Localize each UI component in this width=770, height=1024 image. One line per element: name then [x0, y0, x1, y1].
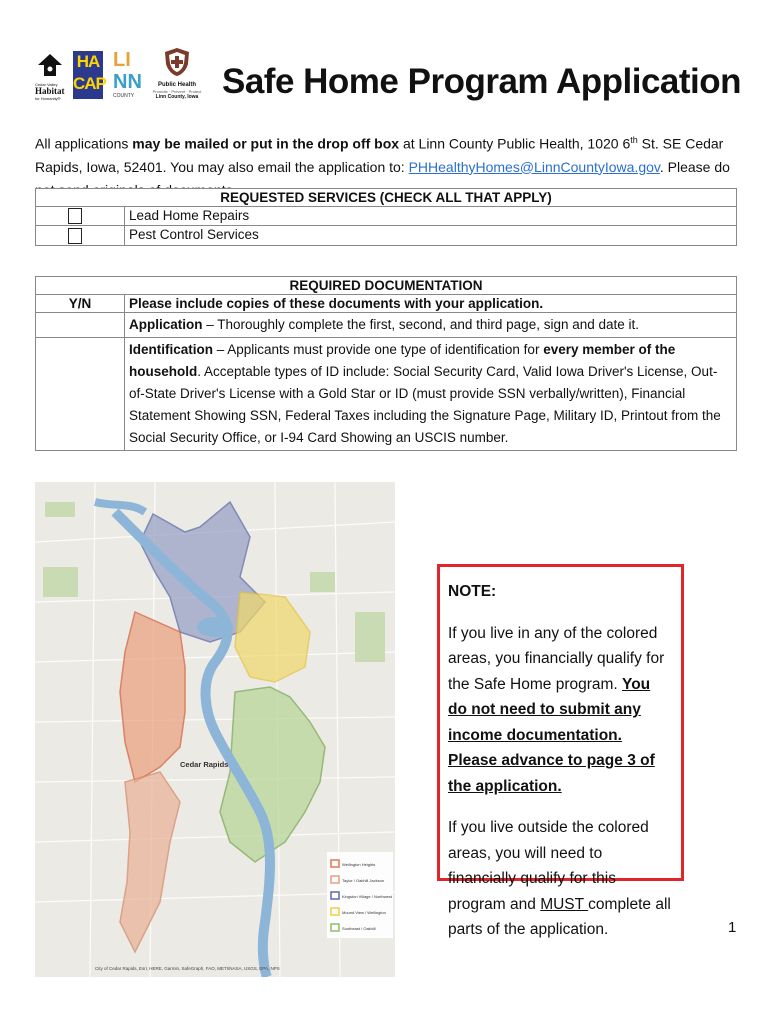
- requested-services-table: [35, 188, 737, 246]
- service-check-cell: [36, 207, 125, 226]
- service-label: Pest Control Services: [125, 226, 737, 245]
- habitat-logo-line2: Habitat: [35, 86, 65, 96]
- linn-county-logo: [113, 49, 143, 121]
- service-row: [36, 207, 737, 226]
- legend-label: Mound View / Wellington: [342, 910, 386, 915]
- documentation-row: [36, 295, 737, 313]
- documentation-row: [36, 338, 737, 451]
- note-paragraph-2: [448, 815, 673, 943]
- partner-logos: [35, 45, 205, 120]
- lead-repairs-checkbox[interactable]: [68, 208, 82, 224]
- hacap-logo-line1: HA: [76, 52, 100, 71]
- identification-text: . Acceptable types of ID include: Social Security Card, Valid Iowa Driver's License, Out-of-State Driver's License with a Gold Star or ID (must provide SSN verbally/written), Financial Statement Showing SSN, Federal Taxes including the Signature Page, Military ID, Printout from the Social Security Office, or I-94 Card Showing an USCIS number.: [129, 364, 721, 445]
- habitat-logo-line3: for Humanity®: [35, 96, 61, 101]
- note-paragraph-1: [448, 621, 673, 800]
- service-row: [36, 226, 737, 245]
- linn-logo-line2: NN: [113, 71, 142, 93]
- intro-bold: may be mailed or put in the drop off box: [132, 135, 400, 152]
- page-number: 1: [728, 919, 737, 936]
- yn-cell-application[interactable]: [36, 313, 125, 338]
- hacap-logo: [73, 51, 106, 99]
- identification-bold: every member of the household: [129, 342, 676, 379]
- note-p1-text: If you live in any of the colored areas, you financially qualify for the Safe Home program.: [448, 624, 665, 693]
- habitat-logo: [35, 51, 69, 113]
- service-check-cell: [36, 226, 125, 245]
- public-health-logo-line1: Public Health: [157, 82, 196, 88]
- public-health-logo: [147, 47, 207, 117]
- legend-label: Taylor / Oakhill Jackson: [342, 878, 385, 883]
- linn-logo-line1: LI: [113, 49, 131, 71]
- legend-label: Wellington Heights: [342, 862, 376, 867]
- documentation-row: [36, 313, 737, 338]
- identification-label: Identification: [129, 342, 213, 357]
- map-legend: [327, 852, 393, 938]
- identification-text: – Applicants must provide one type of identification for: [213, 342, 544, 357]
- email-link[interactable]: PHHealthyHomes@LinnCountyIowa.gov: [408, 158, 660, 175]
- page-title: Safe Home Program Application: [222, 62, 742, 101]
- note-p2-must: MUST: [540, 895, 589, 913]
- identification-requirement: [125, 338, 737, 451]
- note-p1-emphasis: You do not need to submit any income documentation. Please advance to page 3 of the application.: [448, 675, 655, 795]
- public-health-logo-line3: Linn County, Iowa: [155, 94, 199, 100]
- linn-logo-line3: COUNTY: [113, 93, 135, 99]
- map-city-label: Cedar Rapids: [180, 760, 229, 769]
- services-header: REQUESTED SERVICES (CHECK ALL THAT APPLY): [36, 189, 737, 207]
- service-label: Lead Home Repairs: [125, 207, 737, 226]
- shield-icon: [164, 47, 190, 77]
- qualifying-areas-map: [35, 482, 395, 977]
- legend-label: Southeast / Oakhill: [342, 926, 376, 931]
- map-credit: City of Cedar Rapids, Esri, HERE, Garmin, SafeGraph, FAO, METI/NASA, USGS, EPA, NPS: [95, 966, 280, 971]
- habitat-logo-line1: Cedar Valley: [35, 82, 58, 87]
- note-p2-text: complete all parts of the application.: [448, 895, 671, 938]
- intro-text: . Please do: [659, 158, 730, 175]
- legend-label: Kingston Village / Northwest: [342, 894, 392, 899]
- note-title: NOTE:: [448, 583, 497, 600]
- application-text: – Thoroughly complete the first, second, and third page, sign and date it.: [202, 317, 640, 332]
- note-box: [437, 564, 684, 938]
- intro-text: All applications: [35, 135, 133, 152]
- lake: [197, 617, 233, 637]
- habitat-house-icon: [35, 51, 65, 77]
- intro-sup: th: [630, 135, 638, 145]
- yn-cell-identification[interactable]: [36, 338, 125, 451]
- public-health-logo-line2: Promote · Prevent · Protect: [152, 89, 202, 94]
- yn-header: Y/N: [36, 295, 125, 313]
- pest-control-checkbox[interactable]: [68, 228, 82, 244]
- note-p2-text: If you live outside the colored areas, you will need to financially qualify for this program and: [448, 819, 649, 913]
- required-documentation-table: [35, 276, 737, 451]
- intro-text: St. SE Cedar Rapids, Iowa, 52401. You may also email the application to:: [35, 135, 724, 175]
- intro-text: at Linn County Public Health, 1020 6: [399, 135, 631, 152]
- application-label: Application: [129, 317, 203, 332]
- documentation-header: REQUIRED DOCUMENTATION: [36, 277, 737, 295]
- hacap-logo-line2: CAP: [73, 74, 106, 93]
- application-requirement: [125, 313, 737, 338]
- documentation-intro: Please include copies of these documents with your application.: [125, 295, 737, 313]
